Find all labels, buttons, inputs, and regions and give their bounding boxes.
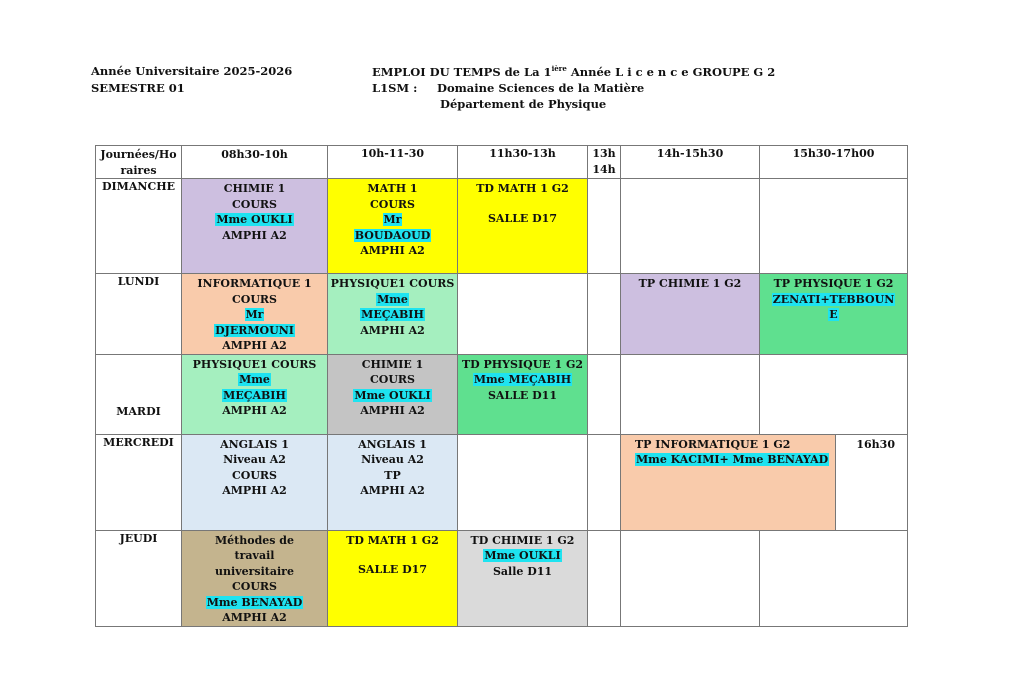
empty-cell [760,179,908,274]
session-dimanche-1000: MATH 1 COURS Mr BOUDAOUD AMPHI A2 [328,179,458,274]
session-mardi-1000: CHIMIE 1 COURS Mme OUKLI AMPHI A2 [328,354,458,434]
empty-cell [760,530,908,626]
session-jeudi-0830: Méthodes de travail universitaire COURS Mme BENAYAD AMPHI A2 [182,530,328,626]
l1sm-label: L1SM : [372,81,418,95]
session-dimanche-1130: TD MATH 1 G2 SALLE D17 [458,179,588,274]
title-text: EMPLOI DU TEMPS de La 1 [372,64,552,79]
session-lundi-1530: TP PHYSIQUE 1 G2 ZENATI+TEBBOUN E [760,274,908,355]
header-row [96,146,908,179]
domain-label: Domaine Sciences de la Matière [437,81,645,95]
empty-cell [621,179,760,274]
day-mercredi: MERCREDI [96,434,182,530]
semester: SEMESTRE 01 [91,81,185,95]
empty-cell [760,354,908,434]
empty-cell [588,179,621,274]
empty-cell [588,354,621,434]
title-text-end: Année L i c e n c e GROUPE G 2 [566,64,776,79]
session-jeudi-1130: TD CHIMIE 1 G2 Mme OUKLI Salle D11 [458,530,588,626]
session-dimanche-0830: CHIMIE 1 COURS Mme OUKLI AMPHI A2 [182,179,328,274]
empty-cell [621,354,760,434]
slot-header-1400: 14h-15h30 [621,146,760,179]
session-mercredi-1400 [621,434,908,530]
slot-header-1530: 15h30-17h00 [760,146,908,179]
empty-cell [621,530,760,626]
document-title [372,64,775,79]
session-mardi-1130: TD PHYSIQUE 1 G2 Mme MEÇABIH SALLE D11 [458,354,588,434]
row-mercredi [96,434,908,530]
row-dimanche [96,179,908,274]
day-dimanche: DIMANCHE [96,179,182,274]
timetable [95,145,908,627]
day-mardi: MARDI [96,354,182,434]
empty-cell [588,434,621,530]
session-mercredi-1000: ANGLAIS 1 Niveau A2 TP AMPHI A2 [328,434,458,530]
slot-header-1300: 13h 14h [588,146,621,179]
academic-year: Année Universitaire 2025-2026 [91,64,293,78]
empty-cell [588,530,621,626]
session-lundi-0830: INFORMATIQUE 1 COURS Mr DJERMOUNI AMPHI A2 [182,274,328,355]
session-lundi-1400: TP CHIMIE 1 G2 [621,274,760,355]
row-mardi [96,354,908,434]
session-lundi-1000: PHYSIQUE1 COURS Mme MEÇABIH AMPHI A2 [328,274,458,355]
corner-header: Journées/Ho raires [96,146,182,179]
department-label: Département de Physique [440,97,607,111]
day-jeudi: JEUDI [96,530,182,626]
title-superscript: ière [551,64,567,73]
row-jeudi [96,530,908,626]
empty-cell [588,274,621,355]
day-lundi: LUNDI [96,274,182,355]
session-mardi-0830: PHYSIQUE1 COURS Mme MEÇABIH AMPHI A2 [182,354,328,434]
row-lundi [96,274,908,355]
session-jeudi-1000: TD MATH 1 G2 SALLE D17 [328,530,458,626]
empty-cell [458,434,588,530]
end-time-label: 16h30 [856,437,895,451]
slot-header-1000: 10h-11-30 [328,146,458,179]
empty-cell [458,274,588,355]
slot-header-0830: 08h30-10h [182,146,328,179]
session-mercredi-0830: ANGLAIS 1 Niveau A2 COURS AMPHI A2 [182,434,328,530]
tp-informatique-block: TP INFORMATIQUE 1 G2 Mme KACIMI+ Mme BENAYAD [621,435,836,530]
slot-header-1130: 11h30-13h [458,146,588,179]
